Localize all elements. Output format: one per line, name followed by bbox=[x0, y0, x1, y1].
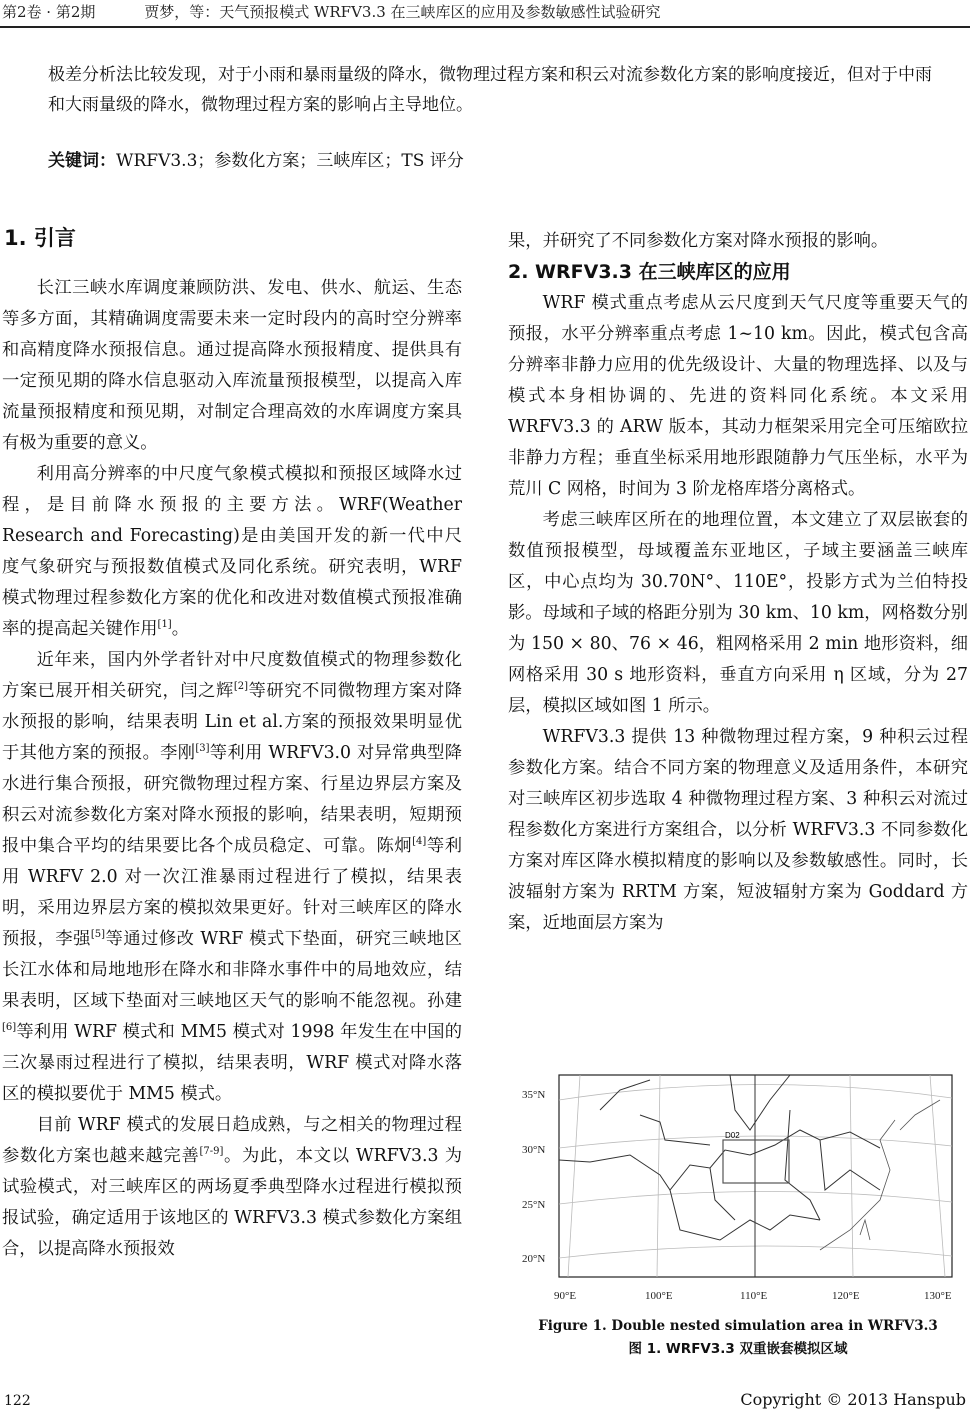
simulation-domain-map bbox=[520, 1070, 960, 1315]
paragraph-text: WRFV3.3 提供 13 种微物理过程方案，9 种积云过程参数化方案。结合不同方案的物理意义及适用条件，本研究对三峡库区初步选取 4 种微物理过程方案、3 种积云对流过程参数化方案进行方案组合，以分析 WRFV3.3 不同参数化方案对库区降水模拟精度的影响以及参数敏感性。同时，长波辐射方案为 RRTM 方案，短波辐射方案为 Goddard 方案，近地面层方案为 bbox=[508, 727, 968, 933]
continued-paragraph: 果，并研究了不同参数化方案对降水预报的影响。 bbox=[508, 231, 889, 251]
copyright: Copyright © 2013 Hanspub bbox=[740, 1390, 966, 1409]
lon-label: 120°E bbox=[832, 1290, 860, 1302]
paragraph-text: 。为此，本文以 WRFV3.3 为试验模式，对三峡库区的两场夏季典型降水过程进行模拟预报试验，确定适用于该地区的 WRFV3.3 模式参数化方案组合，以提高降水预报效 bbox=[2, 1146, 462, 1259]
application-paragraph bbox=[508, 722, 968, 939]
section-heading-intro: 1. 引言 bbox=[4, 226, 76, 250]
citation-ref[interactable]: [2] bbox=[233, 681, 248, 693]
citation-ref[interactable]: [5] bbox=[90, 929, 106, 941]
paragraph-text: WRF 模式重点考虑从云尺度到天气尺度等重要天气的预报，水平分辨率重点考虑 1~10 km。因此，模式包含高分辨率非静力应用的优先级设计、大量的物理选择、以及与模式本身相协调的、先进的资料同化系统。本文采用 WRFV3.3 的 ARW 版本，其动力框架采用完全可压缩欧拉非静力方程；垂直坐标采用地形跟随静力气压坐标，水平为荒川 C 网格，时间为 3 阶龙格库塔分离格式。 bbox=[508, 293, 968, 499]
header-rule bbox=[0, 26, 970, 28]
paragraph-text: 考虑三峡库区所在的地理位置，本文建立了双层嵌套的数值预报模型，母域覆盖东亚地区，子域主要涵盖三峡库区，中心点均为 30.70N°、110E°，投影方式为兰伯特投影。母域和子域的格距分别为 30 km、10 km，网格数分别为 150 × 80、76 × 46，粗网格采用 2 min 地形资料，细网格采用 30 s 地形资料，垂直方向采用 η 区域，分为 27 层，模拟区域如图 1 所示。 bbox=[508, 510, 968, 716]
intro-paragraph bbox=[2, 273, 462, 459]
citation-ref[interactable]: [4] bbox=[412, 836, 427, 848]
citation-ref[interactable]: [6] bbox=[2, 1022, 17, 1034]
right-column bbox=[508, 226, 968, 939]
citation-ref[interactable]: [1] bbox=[157, 619, 172, 631]
paragraph-text: 等利用 WRFV 2.0 对一次江淮暴雨过程进行了模拟，结果表明，采用边界层方案的模拟效果更好。针对三峡库区的降水预报，李强 bbox=[2, 836, 462, 949]
lat-label: 35°N bbox=[522, 1089, 546, 1101]
paragraph-text: 。 bbox=[171, 619, 190, 639]
figure-caption-zh: 图 1. WRFV3.3 双重嵌套模拟区域 bbox=[628, 1341, 848, 1357]
running-header bbox=[2, 1, 705, 22]
lat-label: 30°N bbox=[522, 1144, 546, 1156]
lon-label: 100°E bbox=[645, 1290, 673, 1302]
paragraph-text: 等利用 WRF 模式和 MM5 模式对 1998 年发生在中国的三次暴雨过程进行了模拟，结果表明，WRF 模式对降水落区的模拟要优于 MM5 模式。 bbox=[2, 1022, 462, 1104]
keywords bbox=[48, 146, 464, 171]
paragraph-text: 等通过修改 WRF 模式下垫面，研究三峡地区长江水体和局地地形在降水和非降水事件中的局地效应，结果表明，区域下垫面对三峡地区天气的影响不能忽视。孙建 bbox=[2, 929, 462, 1011]
paragraph-text: 近年来，国内外学者针对中尺度数值模式的物理参数化方案已展开相关研究，闫之辉 bbox=[2, 650, 462, 701]
application-paragraph bbox=[508, 288, 968, 505]
abstract-tail: 极差分析法比较发现，对于小雨和暴雨量级的降水，微物理过程方案和积云对流参数化方案的影响度接近，但对于中雨和大雨量级的降水，微物理过程方案的影响占主导地位。 bbox=[48, 65, 932, 115]
citation-ref[interactable]: [3] bbox=[195, 743, 210, 755]
section2-body bbox=[508, 288, 968, 939]
keywords-text: WRFV3.3；参数化方案；三峡库区；TS 评分 bbox=[116, 151, 464, 171]
intro-paragraph bbox=[2, 645, 462, 1110]
lat-label: 25°N bbox=[522, 1199, 546, 1211]
d02-label: D02 bbox=[725, 1131, 740, 1140]
paragraph-text: 利用高分辨率的中尺度气象模式模拟和预报区域降水过程，是目前降水预报的主要方法。WRF(Weather Research and Forecasting)是由美国开发的新一代中尺度气象研究与预报数值模式及同化系统。研究表明，WRF 模式物理过程参数化方案的优化和改进对数值模式预报准确率的提高起关键作用 bbox=[2, 464, 462, 639]
paragraph-text: 等利用 WRFV3.0 对异常典型降水进行集合预报，研究微物理过程方案、行星边界层方案及积云对流参数化方案对降水预报的影响，结果表明，短期预报中集合平均的结果要比各个成员稳定、可靠。陈炯 bbox=[2, 743, 462, 856]
keywords-label: 关键词： bbox=[48, 151, 116, 171]
figure-caption-en: Figure 1. Double nested simulation area in WRFV3.3 bbox=[538, 1318, 938, 1334]
section-heading-application: 2. WRFV3.3 在三峡库区的应用 bbox=[508, 261, 791, 283]
lon-label: 130°E bbox=[924, 1290, 952, 1302]
intro-paragraph bbox=[2, 1110, 462, 1265]
paragraph-text: 目前 WRF 模式的发展日趋成熟，与之相关的物理过程参数化方案也越来越完善 bbox=[2, 1115, 462, 1166]
paragraph-text: 长江三峡水库调度兼顾防洪、发电、供水、航运、生态等多方面，其精确调度需要未来一定时段内的高时空分辨率和高精度降水预报信息。通过提高降水预报精度、提供具有一定预见期的降水信息驱动入库流量预报模型，以提高入库流量预报精度和预见期，对制定合理高效的水库调度方案具有极为重要的意义。 bbox=[2, 278, 462, 453]
journal-volume: 第2卷 · 第2期 bbox=[2, 3, 96, 21]
left-column bbox=[2, 273, 462, 1265]
lon-label: 90°E bbox=[554, 1290, 577, 1302]
intro-paragraph bbox=[2, 459, 462, 645]
page-number: 122 bbox=[4, 1393, 31, 1409]
application-paragraph bbox=[508, 505, 968, 722]
lon-label: 110°E bbox=[740, 1290, 768, 1302]
running-title: 贾梦，等：天气预报模式 WRFV3.3 在三峡库区的应用及参数敏感性试验研究 bbox=[144, 3, 661, 21]
paragraph-text: 等研究不同微物理方案对降水预报的影响，结果表明 Lin et al.方案的预报效果明显优于其他方案的预报。李刚 bbox=[2, 681, 462, 763]
citation-ref[interactable]: [7-9] bbox=[199, 1146, 224, 1158]
lat-label: 20°N bbox=[522, 1253, 546, 1265]
